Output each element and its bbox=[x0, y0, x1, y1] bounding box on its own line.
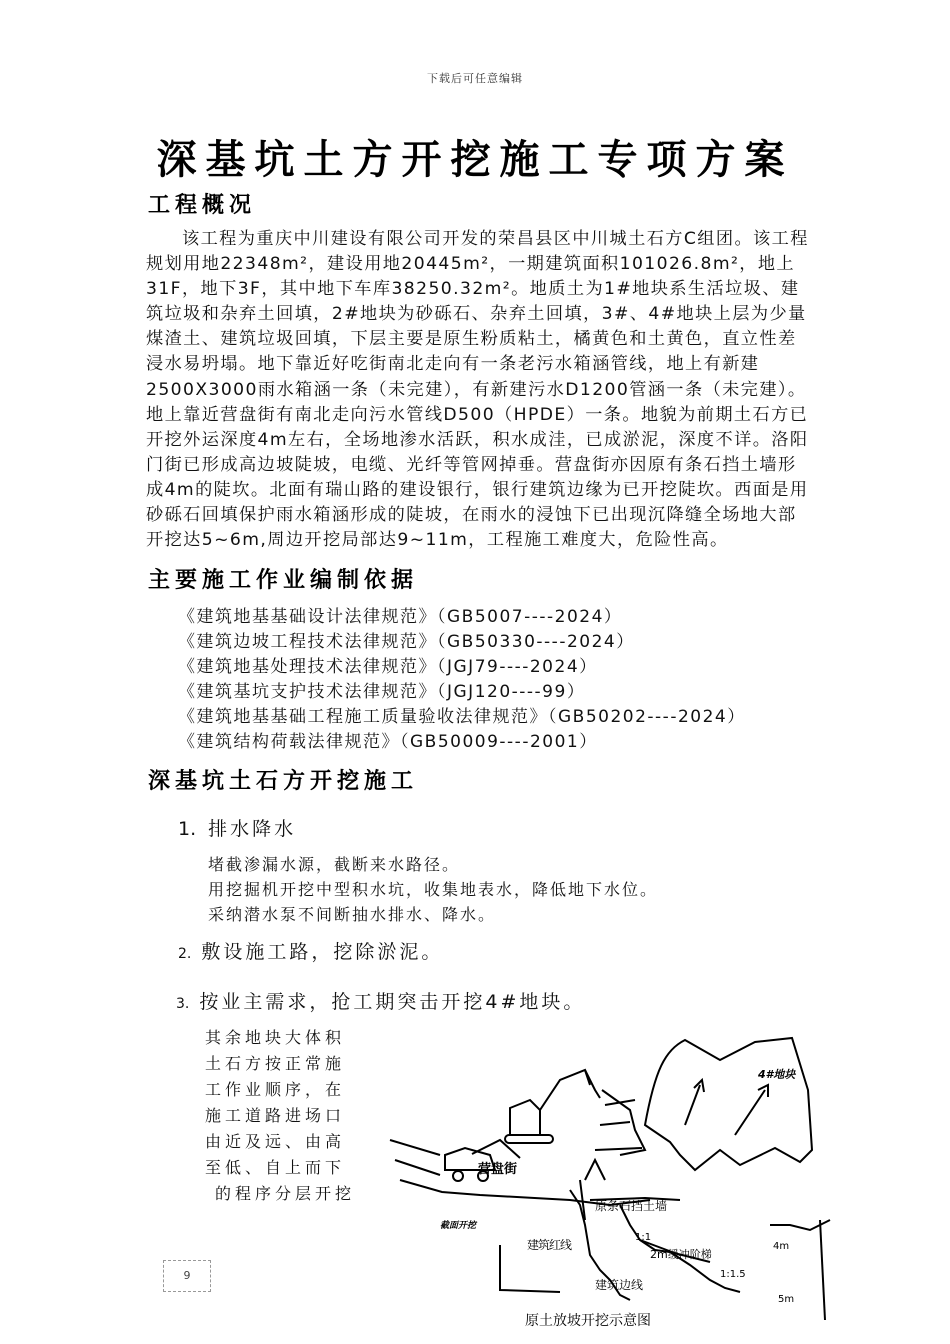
buffer-step-label: 2m缓冲阶梯 bbox=[650, 1248, 712, 1261]
step-1-sub: 采纳潜水泵不间断抽水排水、降水。 bbox=[208, 905, 497, 924]
basis-item: 《建筑地基基础工程施工质量验收法律规范》（GB50202----2024） bbox=[178, 707, 746, 727]
side-text-line: 至低、自上而下 bbox=[205, 1158, 346, 1177]
overview-text: 该工程为重庆中川建设有限公司开发的荣昌县区中川城土石方C组团。该工程规划用地22348m²，建设用地20445m²，一期建筑面积101026.8m²，地上31F，地下3F，其中地下车库38250.32m²。地质土为1#地块系生活垃圾、建筑垃圾和杂弃土回填，2#地块为砂砾石、杂弃土回填，3#、4#地块上层为少量煤渣土、建筑垃圾回填，下层主要是原生粉质粘土，橘黄色和土黄色，直立性差浸水易坍塌。地下靠近好吃街南北走向有一条老污水箱涵管线，地上有新建2500X3000雨水箱涵一条（未完建），有新建污水D1200管涵一条（未完建）。地上靠近营盘街有南北走向污水管线D500（HPDE）一条。地貌为前期土石方已开挖外运深度4m左右，全场地渗水活跃，积水成洼，已成淤泥，深度不详。洛阳门街已形成高边坡陡坡，电缆、光纤等管网掉垂。营盘街亦因原有条石挡土墙形成4m的陡坎。北面有瑞山路的建设银行，银行建筑边缘为已开挖陡坎。西面是用砂砾石回填保护雨水箱涵形成的陡坡，在雨水的浸蚀下已出现沉降缝全场地大部开挖达5~6m,周边开挖局部达9~11m，工程施工难度大，危险性高。 bbox=[146, 229, 809, 551]
red-line-label: 建筑红线 bbox=[527, 1238, 572, 1252]
excavator-icon bbox=[505, 1070, 645, 1155]
step-3 bbox=[176, 987, 585, 1014]
plot-4-outline bbox=[645, 1038, 812, 1170]
side-text-line: 其余地块大体积 bbox=[205, 1028, 346, 1047]
step-1 bbox=[178, 814, 296, 841]
step-label: 排水降水 bbox=[208, 818, 297, 840]
basis-item: 《建筑地基处理技术法律规范》（JGJ79----2024） bbox=[178, 657, 598, 677]
depth-label: 5m bbox=[778, 1294, 795, 1305]
step-number: 1. bbox=[178, 818, 197, 840]
section-cut-label: 截面开挖 bbox=[440, 1221, 477, 1231]
step-number: 3. bbox=[176, 996, 190, 1012]
basis-item: 《建筑基坑支护技术法律规范》（JGJ120----99） bbox=[178, 682, 586, 702]
plot-4-label: 4#地块 bbox=[758, 1068, 796, 1081]
document-title: 深基坑土方开挖施工专项方案 bbox=[156, 137, 794, 183]
slope-label: 1:1 bbox=[635, 1232, 652, 1243]
slope-label: 1:1.5 bbox=[720, 1269, 746, 1280]
section-heading-basis: 主要施工作业编制依据 bbox=[148, 568, 419, 593]
step-label: 按业主需求，抢工期突击开挖4#地块。 bbox=[199, 991, 586, 1013]
side-text-line: 施工道路进场口 bbox=[205, 1106, 346, 1125]
depth-label: 4m bbox=[773, 1241, 790, 1252]
edge-line-label: 建筑边线 bbox=[595, 1278, 644, 1292]
side-text-line: 的程序分层开挖 bbox=[215, 1184, 356, 1203]
side-text-line: 由近及远、由高 bbox=[205, 1132, 346, 1151]
arrow-head bbox=[758, 1085, 768, 1097]
page-number: 9 bbox=[163, 1260, 211, 1292]
step-label: 敷设施工路，挖除淤泥。 bbox=[201, 941, 444, 963]
basis-item: 《建筑地基基础设计法律规范》（GB5007----2024） bbox=[178, 607, 623, 627]
step-2 bbox=[178, 937, 443, 964]
arrow-line bbox=[735, 1090, 765, 1135]
arrow-line bbox=[685, 1085, 700, 1125]
overview-paragraph bbox=[146, 227, 810, 553]
street-label: 营盘街 bbox=[478, 1162, 518, 1177]
section-heading-excavation: 深基坑土石方开挖施工 bbox=[148, 769, 419, 794]
header-note: 下载后可任意编辑 bbox=[427, 72, 523, 85]
side-text-line: 工作业顺序，在 bbox=[205, 1080, 346, 1099]
side-text-line: 土石方按正常施 bbox=[205, 1054, 346, 1073]
step-number: 2. bbox=[178, 946, 192, 962]
basis-item: 《建筑结构荷载法律规范》（GB50009----2001） bbox=[178, 732, 598, 752]
excavation-sketch bbox=[380, 1030, 850, 1335]
basis-item: 《建筑边坡工程技术法律规范》（GB50330----2024） bbox=[178, 632, 635, 652]
step-1-sub: 用挖掘机开挖中型积水坑，收集地表水，降低地下水位。 bbox=[208, 880, 659, 899]
section-heading-overview: 工程概况 bbox=[148, 193, 257, 218]
sketch-caption: 原土放坡开挖示意图 bbox=[525, 1313, 651, 1329]
wall-label: 原条石挡土墙 bbox=[595, 1199, 668, 1213]
step-1-sub: 堵截渗漏水源，截断来水路径。 bbox=[208, 855, 461, 874]
